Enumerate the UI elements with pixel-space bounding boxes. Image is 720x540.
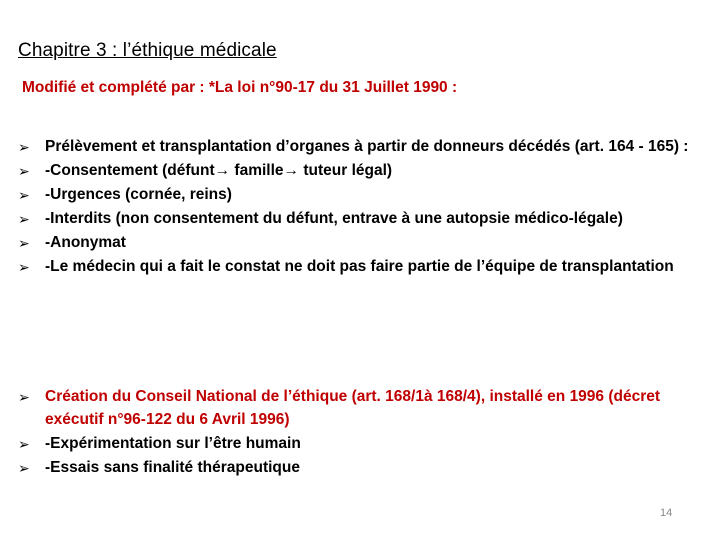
slide-title: Chapitre 3 : l’éthique médicale <box>18 40 277 61</box>
list-item <box>18 386 718 431</box>
arrow-bullet-icon: ➢ <box>18 211 30 227</box>
arrow-bullet-icon: ➢ <box>18 389 30 405</box>
list-item <box>18 160 718 183</box>
bullet-list-transplantation <box>18 136 718 280</box>
arrow-bullet-icon: ➢ <box>18 163 30 179</box>
arrow-bullet-icon: ➢ <box>18 435 30 452</box>
list-item <box>18 256 718 279</box>
bullet-list-ethics-council <box>18 386 718 481</box>
list-item <box>18 232 718 255</box>
list-item-text: -Expérimentation sur l’être humain <box>45 434 301 452</box>
slide-subtitle: Modifié et complété par : *La loi n°90-17 du 31 Juillet 1990 : <box>22 79 458 96</box>
list-item-text: -Interdits (non consentement du défunt, entrave à une autopsie médico-légale) <box>45 210 623 227</box>
list-item <box>18 433 718 456</box>
list-item-text: -Urgences (cornée, reins) <box>45 186 232 203</box>
arrow-bullet-icon: ➢ <box>18 235 30 251</box>
list-item-text: -Le médecin qui a fait le constat ne doit pas faire partie de l’équipe de transplantation <box>45 258 674 275</box>
list-item-text: -Anonymat <box>45 234 126 251</box>
list-item <box>18 136 718 159</box>
arrow-bullet-icon: ➢ <box>18 459 30 476</box>
arrow-bullet-icon: ➢ <box>18 187 30 203</box>
list-item-text: Création du Conseil National de l’éthique (art. 168/1à 168/4), installé en 1996 (décret exécutif n°96-122 du 6 Avril 1996) <box>45 388 661 428</box>
list-item <box>18 457 718 480</box>
list-item <box>18 208 718 231</box>
arrow-bullet-icon: ➢ <box>18 139 30 155</box>
list-item-text: -Essais sans finalité thérapeutique <box>45 458 300 476</box>
arrow-bullet-icon: ➢ <box>18 259 30 275</box>
page-number: 14 <box>660 507 673 519</box>
list-item-text: Prélèvement et transplantation d’organes à partir de donneurs décédés (art. 164 - 165) : <box>45 138 689 155</box>
list-item <box>18 184 718 207</box>
list-item-text: -Consentement (défunt→ famille→ tuteur légal) <box>45 162 393 179</box>
